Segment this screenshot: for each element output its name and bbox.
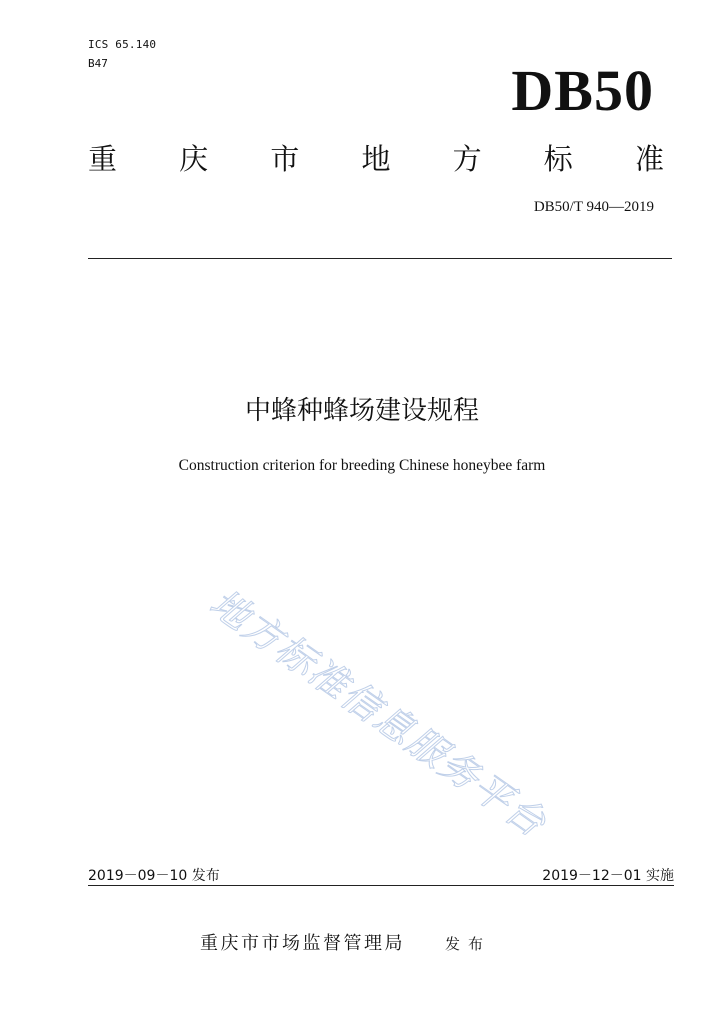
document-title-en: Construction criterion for breeding Chinese honeybee farm: [178, 457, 546, 474]
watermark-text: 地方标准信息服务平台: [201, 580, 555, 846]
standard-type-char: 地: [361, 142, 391, 176]
issuing-authority: 重庆市市场监督管理局: [200, 933, 405, 954]
standard-type-char: 标: [543, 142, 573, 176]
standard-type-char: 方: [452, 142, 482, 176]
standard-type-char: 准: [634, 142, 664, 176]
top-divider: [88, 258, 672, 259]
db-code-logo: DB50: [511, 58, 654, 123]
document-title-zh: 中蜂种蜂场建设规程: [244, 396, 479, 426]
release-date: 2019－09－10 发布: [88, 868, 220, 884]
standard-type-char: 庆: [179, 142, 209, 176]
date-row: [88, 866, 674, 886]
standard-type-char: 重: [88, 142, 118, 176]
bottom-divider: [88, 885, 674, 886]
ics-code: ICS 65.140: [88, 38, 157, 51]
implement-date: 2019－12－01 实施: [542, 868, 674, 884]
standard-type-char: 市: [270, 142, 300, 176]
issuer-row: [200, 932, 491, 956]
ccs-code: B47: [88, 57, 108, 70]
issue-label: 发布: [445, 935, 492, 953]
standard-number: DB50/T 940—2019: [533, 199, 654, 215]
standard-type-title: [88, 142, 664, 176]
